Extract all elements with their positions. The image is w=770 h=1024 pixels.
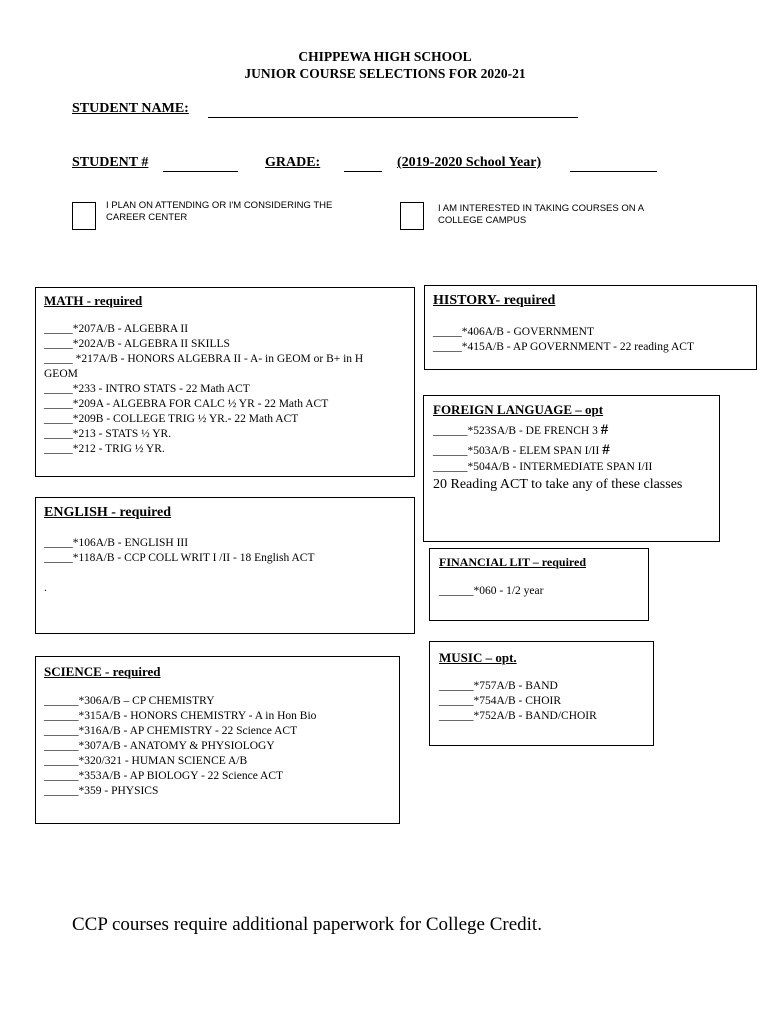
career-center-label-line1: I PLAN ON ATTENDING OR I'M CONSIDERING THE bbox=[106, 200, 333, 211]
math-title: MATH - required bbox=[44, 293, 143, 308]
foreign-language-note: 20 Reading ACT to take any of these classes bbox=[433, 477, 683, 492]
foreign-language-course[interactable] bbox=[433, 423, 608, 439]
career-center-checkbox[interactable] bbox=[72, 202, 96, 230]
school-year-field[interactable] bbox=[570, 171, 657, 172]
music-course[interactable]: ______*757A/B - BAND bbox=[439, 680, 558, 692]
math-course[interactable]: _____ *217A/B - HONORS ALGEBRA II - A- in GEOM or B+ in H bbox=[44, 353, 364, 365]
math-course-continued: GEOM bbox=[44, 368, 78, 380]
english-title: ENGLISH - required bbox=[44, 505, 172, 520]
music-course[interactable]: ______*752A/B - BAND/CHOIR bbox=[439, 710, 597, 722]
career-center-label bbox=[106, 200, 332, 224]
student-name-field[interactable] bbox=[208, 117, 578, 118]
history-course[interactable]: _____*406A/B - GOVERNMENT bbox=[433, 326, 594, 338]
financial-lit-course[interactable]: ______*060 - 1/2 year bbox=[439, 585, 544, 597]
history-course[interactable]: _____*415A/B - AP GOVERNMENT - 22 reading ACT bbox=[433, 341, 694, 353]
financial-lit-section bbox=[429, 548, 649, 621]
grade-label: GRADE: bbox=[265, 155, 321, 170]
science-title: SCIENCE - required bbox=[44, 664, 161, 679]
math-course[interactable]: _____*233 - INTRO STATS - 22 Math ACT bbox=[44, 383, 250, 395]
music-title: MUSIC – opt. bbox=[439, 650, 517, 665]
college-campus-label-line2: COLLEGE CAMPUS bbox=[438, 215, 527, 226]
foreign-language-section bbox=[423, 395, 720, 542]
math-course[interactable]: _____*213 - STATS ½ YR. bbox=[44, 428, 172, 440]
foreign-language-course-label: ______*503A/B - ELEM SPAN I/II bbox=[433, 445, 600, 457]
history-section bbox=[424, 285, 757, 370]
math-course[interactable]: _____*212 - TRIG ½ YR. bbox=[44, 443, 165, 455]
student-number-label: STUDENT # bbox=[72, 155, 149, 170]
hash-marker: # bbox=[600, 422, 609, 438]
foreign-language-course[interactable]: ______*504A/B - INTERMEDIATE SPAN I/II bbox=[433, 461, 653, 473]
financial-lit-title: FINANCIAL LIT – required bbox=[439, 555, 587, 569]
math-section bbox=[35, 287, 415, 477]
english-section bbox=[35, 497, 415, 634]
grade-field[interactable] bbox=[344, 171, 382, 172]
english-course[interactable]: _____*118A/B - CCP COLL WRIT I /II - 18 English ACT bbox=[44, 552, 315, 564]
student-number-field[interactable] bbox=[163, 171, 238, 172]
math-course[interactable]: _____*209A - ALGEBRA FOR CALC ½ YR - 22 Math ACT bbox=[44, 398, 329, 410]
science-course[interactable]: ______*307A/B - ANATOMY & PHYSIOLOGY bbox=[44, 740, 275, 752]
history-title: HISTORY- required bbox=[433, 293, 556, 308]
science-course[interactable]: ______*359 - PHYSICS bbox=[44, 785, 159, 797]
english-course[interactable]: _____*106A/B - ENGLISH III bbox=[44, 537, 189, 549]
science-course[interactable]: ______*306A/B – CP CHEMISTRY bbox=[44, 695, 215, 707]
form-subtitle: JUNIOR COURSE SELECTIONS FOR 2020-21 bbox=[244, 66, 526, 81]
science-course[interactable]: ______*316A/B - AP CHEMISTRY - 22 Science ACT bbox=[44, 725, 298, 737]
math-course[interactable]: _____*207A/B - ALGEBRA II bbox=[44, 323, 189, 335]
science-course[interactable]: ______*320/321 - HUMAN SCIENCE A/B bbox=[44, 755, 248, 767]
career-center-label-line2: CAREER CENTER bbox=[106, 212, 188, 223]
foreign-language-course[interactable] bbox=[433, 443, 610, 459]
stray-mark: . bbox=[44, 582, 47, 594]
hash-marker: # bbox=[602, 442, 610, 458]
college-campus-checkbox[interactable] bbox=[400, 202, 424, 230]
math-course[interactable]: _____*202A/B - ALGEBRA II SKILLS bbox=[44, 338, 230, 350]
math-course[interactable]: _____*209B - COLLEGE TRIG ½ YR.- 22 Math ACT bbox=[44, 413, 299, 425]
foreign-language-title: FOREIGN LANGUAGE – opt bbox=[433, 402, 604, 417]
science-course[interactable]: ______*353A/B - AP BIOLOGY - 22 Science ACT bbox=[44, 770, 284, 782]
school-title: CHIPPEWA HIGH SCHOOL bbox=[298, 49, 472, 64]
music-section bbox=[429, 641, 654, 746]
school-year-label: (2019-2020 School Year) bbox=[397, 155, 542, 170]
college-campus-label bbox=[438, 203, 644, 227]
science-section bbox=[35, 656, 400, 824]
student-name-label: STUDENT NAME: bbox=[72, 101, 189, 116]
college-campus-label-line1: I AM INTERESTED IN TAKING COURSES ON A bbox=[438, 203, 645, 214]
foreign-language-course-label: ______*523SA/B - DE FRENCH 3 bbox=[433, 425, 598, 437]
music-course[interactable]: ______*754A/B - CHOIR bbox=[439, 695, 562, 707]
ccp-footer-note: CCP courses require additional paperwork for College Credit. bbox=[72, 914, 542, 935]
science-course[interactable]: ______*315A/B - HONORS CHEMISTRY - A in Hon Bio bbox=[44, 710, 317, 722]
